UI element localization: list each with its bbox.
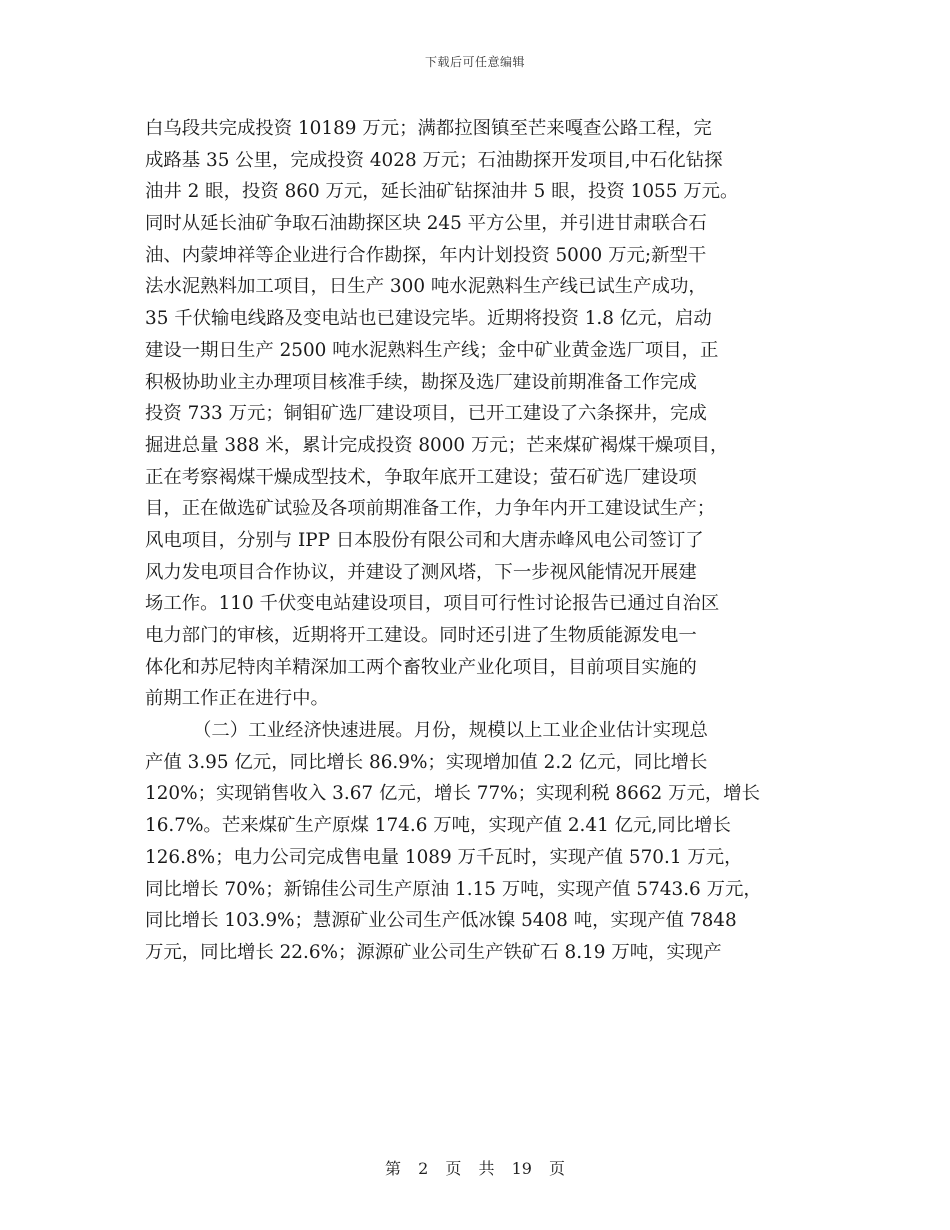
page-header: 下载后可任意编辑 (424, 55, 525, 69)
paragraph-1 (145, 113, 815, 715)
text-line: 120%；实现销售收入 3.67 亿元，增长 77%；实现利税 8662 万元，增长 (145, 783, 761, 805)
text-line: 油井 2 眼，投资 860 万元，延长油矿钻探油井 5 眼，投资 1055 万元。 (145, 181, 739, 203)
page-number: 2 (418, 1159, 429, 1178)
text-line: 积极协助业主办理项目核准手续，勘探及选厂建设前期准备工作完成 (145, 371, 697, 393)
text-line: 前期工作正在进行中。 (145, 688, 329, 710)
text-line: 万元，同比增长 22.6%；源源矿业公司生产铁矿石 8.19 万吨，实现产 (145, 941, 722, 963)
text-line: 体化和苏尼特肉羊精深加工两个畜牧业产业化项目，目前项目实施的 (145, 656, 697, 678)
text-line: 法水泥熟料加工项目，日生产 300 吨水泥熟料生产线已试生产成功， (145, 276, 707, 298)
text-line: 油、内蒙坤祥等企业进行合作勘探，年内计划投资 5000 万元;新型干 (145, 244, 707, 266)
footer-prefix: 第 (384, 1159, 401, 1178)
text-line: 风力发电项目合作协议，并建设了测风塔，下一步视风能情况开展建 (145, 561, 697, 583)
footer-total-word: 共 (478, 1159, 495, 1178)
text-line: 投资 733 万元；铜钼矿选厂建设项目，已开工建设了六条探井，完成 (145, 403, 707, 425)
text-line: 16.7%。芒来煤矿生产原煤 174.6 万吨，实现产值 2.41 亿元,同比增长 (145, 815, 731, 837)
total-pages: 19 (511, 1159, 532, 1178)
paragraph-2 (145, 715, 815, 969)
text-line: 同比增长 103.9%；慧源矿业公司生产低冰镍 5408 吨，实现产值 7848 (145, 910, 737, 932)
text-line: 产值 3.95 亿元，同比增长 86.9%；实现增加值 2.2 亿元，同比增长 (145, 751, 708, 773)
text-line: 风电项目，分别与 IPP 日本股份有限公司和大唐赤峰风电公司签订了 (145, 529, 704, 551)
text-line: 掘进总量 388 米，累计完成投资 8000 万元；芒来煤矿褐煤干燥项目， (145, 434, 729, 456)
text-line: 电力部门的审核，近期将开工建设。同时还引进了生物质能源发电一 (145, 625, 697, 646)
text-line: （二）工业经济快速进展。月份，规模以上工业企业估计实现总 (193, 720, 708, 742)
text-line: 场工作。110 千伏变电站建设项目，项目可行性讨论报告已通过自治区 (145, 593, 720, 615)
text-line: 同时从延长油矿争取石油勘探区块 245 平方公里，并引进甘肃联合石 (145, 213, 707, 235)
text-line: 正在考察褐煤干燥成型技术，争取年底开工建设；萤石矿选厂建设项 (145, 466, 697, 488)
text-line: 目，正在做选矿试验及各项前期准备工作，力争年内开工建设试生产； (145, 498, 716, 520)
text-line: 同比增长 70%；新锦佳公司生产原油 1.15 万吨，实现产值 5743.6 万元， (145, 878, 762, 900)
text-line: 白乌段共完成投资 10189 万元；满都拉图镇至芒来嘎查公路工程，完 (145, 118, 712, 139)
text-line: 建设一期日生产 2500 吨水泥熟料生产线；金中矿业黄金选厂项目，正 (145, 339, 719, 361)
text-line: 126.8%；电力公司完成售电量 1089 万千瓦时，实现产值 570.1 万元， (145, 846, 743, 868)
page-footer (0, 1156, 950, 1179)
text-line: 35 千伏输电线路及变电站也已建设完毕。近期将投资 1.8 亿元，启动 (145, 308, 712, 330)
footer-page-word: 页 (445, 1159, 462, 1178)
footer-suffix: 页 (549, 1159, 566, 1178)
document-body (145, 113, 815, 969)
text-line: 成路基 35 公里，完成投资 4028 万元；石油勘探开发项目,中石化钻探 (145, 149, 723, 171)
